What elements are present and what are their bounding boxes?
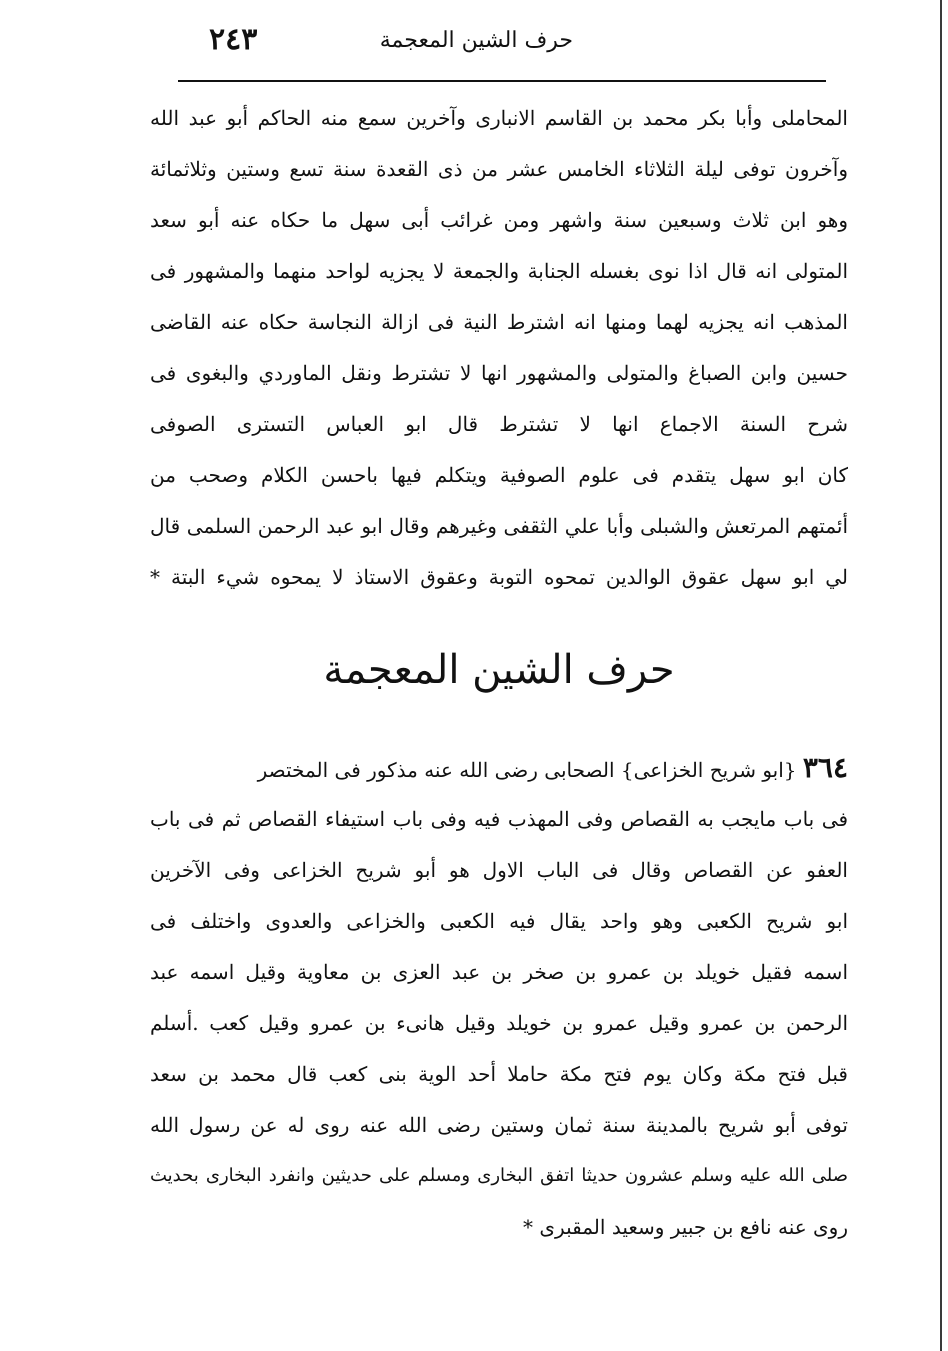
text-line: حسين وابن الصباغ والمتولى والمشهور انها لا تشترط ونقل الماوردي والبغوى فى bbox=[150, 361, 848, 385]
page-header bbox=[175, 22, 823, 70]
text-line: توفى أبو شريح بالمدينة سنة ثمان وستين رضى الله عنه روى له عن رسول الله bbox=[150, 1113, 848, 1137]
text-line: شرح السنة الاجماع انها لا تشترط قال ابو العباس التسترى الصوفى bbox=[150, 412, 848, 436]
page-edge bbox=[940, 0, 942, 1351]
text-line: وآخرون توفى ليلة الثلاثاء الخامس عشر من ذى القعدة سنة تسع وستين وثلاثمائة bbox=[150, 157, 848, 181]
text-line: المتولى انه قال اذا نوى بغسله الجنابة والجمعة لا يجزيه لواحد منهما والمشهور فى bbox=[150, 259, 848, 283]
header-rule bbox=[178, 80, 826, 82]
text-line: المحاملى وأبا بكر محمد بن القاسم الانبارى وآخرين سمع منه الحاكم أبو عبد الله bbox=[150, 106, 848, 130]
text-line: ابو شريح الكعبى وهو واحد يقال فيه الكعبى والخزاعى والعدوى واختلف فى bbox=[150, 909, 848, 933]
text-line: اسمه فقيل خويلد بن عمرو بن صخر بن عبد العزى بن معاوية وقيل اسمه عبد bbox=[150, 960, 848, 984]
text-line: المذهب انه يجزيه لهما ومنها انه اشترط النية فى ازالة النجاسة حكاه عنه القاضى bbox=[150, 310, 848, 334]
text-line: أئمتهم المرتعش والشبلى وأبا علي الثقفى وغيرهم وقال ابو عبد الرحمن السلمى قال bbox=[150, 514, 848, 538]
running-title: حرف الشين المعجمة bbox=[379, 28, 573, 53]
text-line: فى باب مايجب به القصاص وفى المهذب فيه وفى باب استيفاء القصاص ثم فى باب bbox=[150, 807, 848, 831]
page-number: ٢٤٣ bbox=[209, 22, 258, 57]
chapter-heading: حرف الشين المعجمة bbox=[323, 647, 675, 693]
text-line: كان ابو سهل يتقدم فى علوم الصوفية ويتكلم فيها باحسن الكلام وصحب من bbox=[150, 463, 848, 487]
text-line: {ابو شريح الخزاعى} الصحابى رضى الله عنه مذكور فى المختصر bbox=[257, 758, 797, 782]
text-line: الرحمن بن عمرو وقيل عمرو بن خويلد وقيل هانىء بن عمرو وقيل كعب .أسلم bbox=[150, 1011, 848, 1035]
text-line: العفو عن القصاص وقال فى الباب الاول هو أبو شريح الخزاعى وفى الآخرين bbox=[150, 858, 848, 882]
text-line: لي ابو سهل عقوق الوالدين تمحوه التوبة وعقوق الاستاذ لا يمحوه شيء البتة * bbox=[150, 565, 848, 589]
text-line: قبل فتح مكة وكان يوم فتح مكة حاملا أحد الوية بنى كعب قال محمد بن سعد bbox=[150, 1062, 848, 1086]
text-line: وهو ابن ثلاث وسبعين سنة واشهر ومن غرائب أبى سهل ما حكاه عنه أبو سعد bbox=[150, 208, 848, 232]
text-line: روى عنه نافع بن جبير وسعيد المقبرى * bbox=[523, 1215, 848, 1239]
entry-first-line bbox=[150, 748, 848, 788]
entry-number: ٣٦٤ bbox=[802, 751, 848, 784]
text-line: صلى الله عليه وسلم عشرون حديثا اتفق البخارى ومسلم على حديثين وانفرد البخارى بحديث bbox=[150, 1165, 848, 1186]
